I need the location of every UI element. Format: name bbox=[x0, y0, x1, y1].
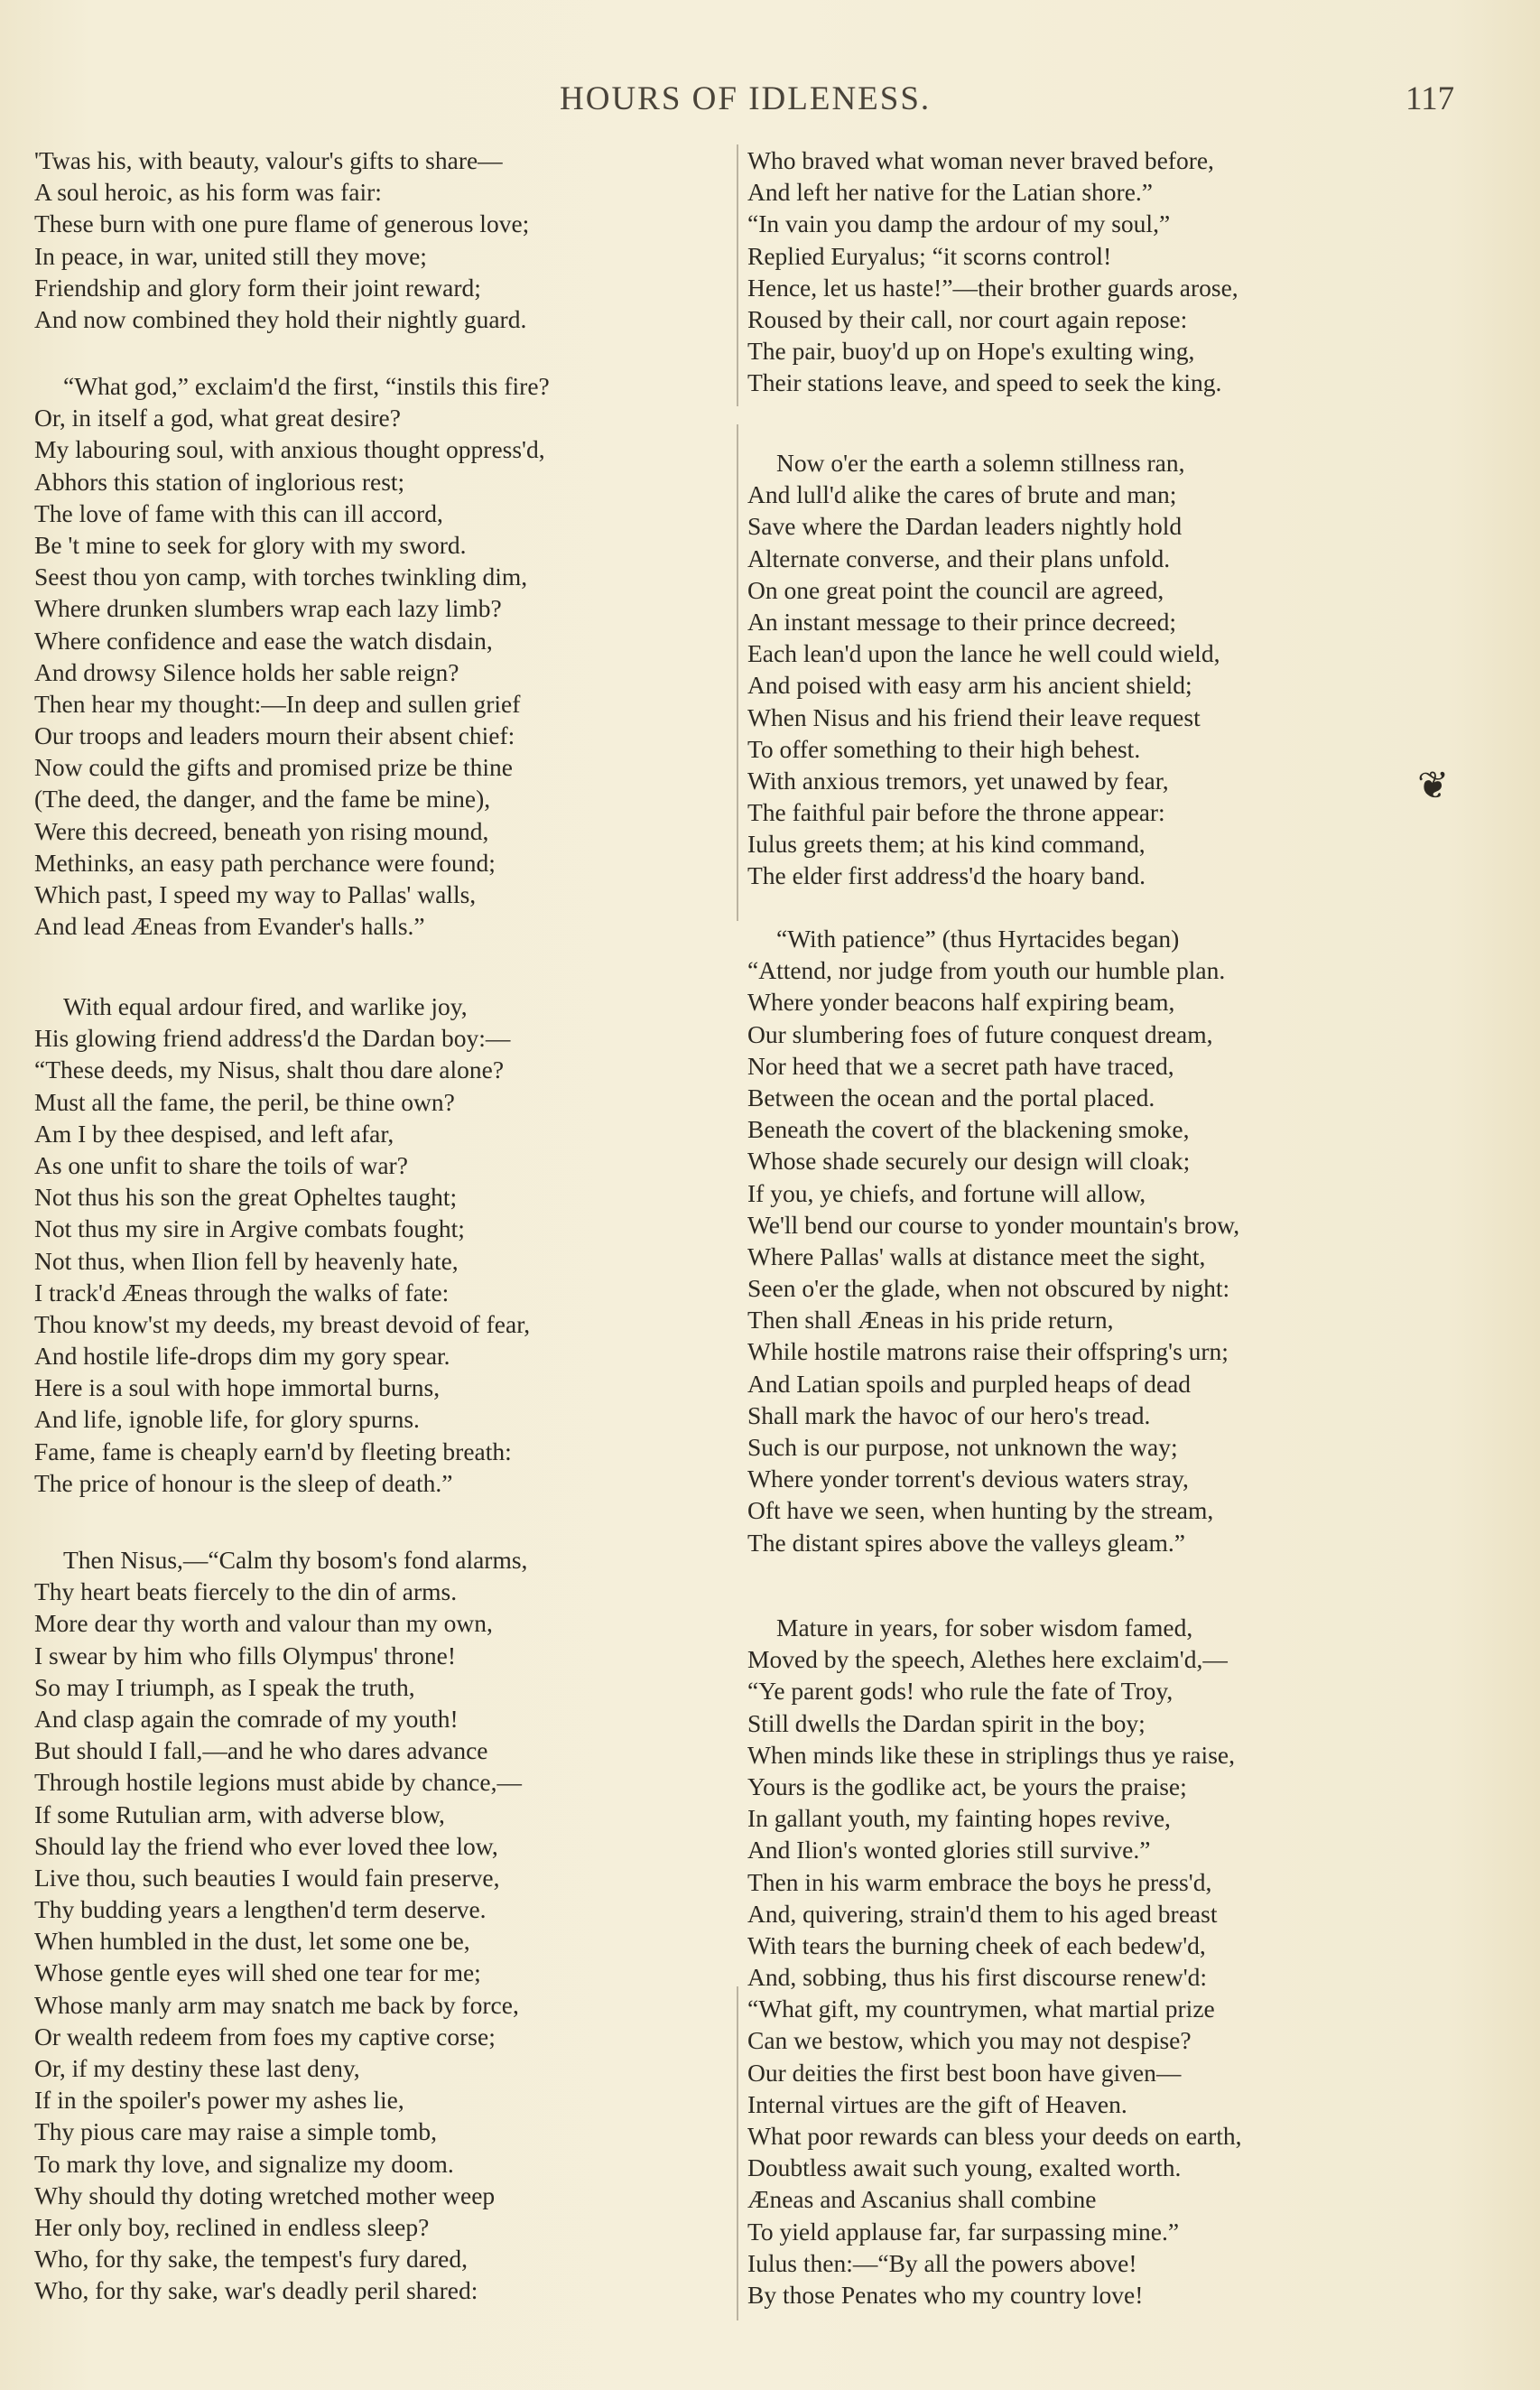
verse-line: Am I by thee despised, and left afar, bbox=[34, 1119, 394, 1148]
verse-line: Her only boy, reclined in endless sleep? bbox=[34, 2212, 430, 2241]
verse-line: Why should thy doting wretched mother weep bbox=[34, 2181, 496, 2209]
verse-line: And life, ignoble life, for glory spurns. bbox=[34, 1405, 420, 1434]
verse-line: We'll bend our course to yonder mountain's brow, bbox=[747, 1210, 1240, 1239]
verse-line: The price of honour is the sleep of death.” bbox=[34, 1468, 453, 1497]
verse-line: Where confidence and ease the watch disdain, bbox=[34, 626, 493, 655]
verse-line: 'Twas his, with beauty, valour's gifts to share— bbox=[34, 146, 503, 174]
verse-line: Whose manly arm may snatch me back by force, bbox=[34, 1990, 519, 2019]
verse-line: And poised with easy arm his ancient shield; bbox=[747, 671, 1192, 700]
verse-line: And Latian spoils and purpled heaps of dead bbox=[747, 1369, 1192, 1398]
stanza bbox=[34, 144, 738, 335]
verse-line: Replied Euryalus; “it scorns control! bbox=[747, 241, 1112, 270]
verse-line: Thy heart beats fiercely to the din of arms. bbox=[34, 1577, 458, 1606]
verse-line: Not thus, when Ilion fell by heavenly hate, bbox=[34, 1246, 459, 1275]
verse-line: Beneath the covert of the blackening smoke, bbox=[747, 1115, 1190, 1144]
stanza bbox=[34, 370, 738, 942]
verse-line: Our troops and leaders mourn their absent chief: bbox=[34, 721, 515, 750]
verse-line: To yield applause far, far surpassing mine.” bbox=[747, 2217, 1180, 2246]
verse-line: Live thou, such beauties I would fain preserve, bbox=[34, 1863, 500, 1892]
verse-line: “With patience” (thus Hyrtacides began) bbox=[776, 925, 1180, 953]
verse-line: And Ilion's wonted glories still survive.” bbox=[747, 1836, 1151, 1865]
verse-line: Methinks, an easy path perchance were found; bbox=[34, 848, 496, 877]
verse-line: Where Pallas' walls at distance meet the sight, bbox=[747, 1241, 1206, 1270]
verse-line: Alternate converse, and their plans unfold. bbox=[747, 544, 1171, 572]
verse-line: Not thus my sire in Argive combats fought; bbox=[34, 1214, 465, 1243]
verse-line: A soul heroic, as his form was fair: bbox=[34, 178, 382, 207]
verse-line: Must all the fame, the peril, be thine own? bbox=[34, 1087, 455, 1116]
verse-line: On one great point the council are agreed, bbox=[747, 575, 1164, 604]
verse-line: Then hear my thought:—In deep and sullen grief bbox=[34, 689, 521, 718]
verse-line: Their stations leave, and speed to seek the king. bbox=[747, 368, 1222, 397]
verse-line: In peace, in war, united still they move; bbox=[34, 241, 427, 270]
verse-line: And lead Æneas from Evander's halls.” bbox=[34, 912, 425, 941]
verse-line: Between the ocean and the portal placed. bbox=[747, 1083, 1155, 1111]
verse-line: What poor rewards can bless your deeds on earth, bbox=[747, 2122, 1242, 2150]
verse-line: “What gift, my countrymen, what martial prize bbox=[747, 1995, 1215, 2023]
verse-line: Where yonder torrent's devious waters stray, bbox=[747, 1465, 1189, 1493]
verse-line: The love of fame with this can ill accord, bbox=[34, 498, 443, 527]
verse-line: Where drunken slumbers wrap each lazy limb? bbox=[34, 594, 502, 623]
verse-line: Internal virtues are the gift of Heaven. bbox=[747, 2089, 1127, 2118]
verse-line: Then in his warm embrace the boys he press'd, bbox=[747, 1867, 1212, 1896]
verse-line: With equal ardour fired, and warlike joy, bbox=[63, 992, 468, 1020]
verse-line: “Ye parent gods! who rule the fate of Troy, bbox=[747, 1677, 1174, 1706]
verse-line: And now combined they hold their nightly guard. bbox=[34, 304, 527, 333]
verse-line: Which past, I speed my way to Pallas' walls, bbox=[34, 880, 477, 908]
verse-line: “What god,” exclaim'd the first, “instils this fire? bbox=[63, 372, 550, 400]
verse-line: The elder first address'd the hoary band. bbox=[747, 861, 1146, 890]
verse-line: And hostile life-drops dim my gory spear. bbox=[34, 1342, 450, 1371]
stanza bbox=[747, 447, 1470, 892]
verse-line: If in the spoiler's power my ashes lie, bbox=[34, 2086, 404, 2115]
verse-line: “Attend, nor judge from youth our humble plan. bbox=[747, 956, 1226, 985]
verse-line: Doubtless await such young, exalted worth. bbox=[747, 2153, 1182, 2182]
verse-line: The pair, buoy'd up on Hope's exulting wing, bbox=[747, 337, 1195, 366]
running-head: HOURS OF IDLENESS. bbox=[560, 80, 932, 117]
verse-line: Be 't mine to seek for glory with my sword. bbox=[34, 530, 467, 559]
verse-line: Mature in years, for sober wisdom famed, bbox=[776, 1613, 1193, 1641]
verse-line: “These deeds, my Nisus, shalt thou dare alone? bbox=[34, 1056, 505, 1084]
verse-line: Now could the gifts and promised prize be thine bbox=[34, 753, 514, 782]
verse-line: Iulus greets them; at his kind command, bbox=[747, 830, 1146, 859]
verse-line: Who braved what woman never braved before, bbox=[747, 146, 1214, 174]
verse-line: I track'd Æneas through the walks of fate: bbox=[34, 1278, 450, 1307]
verse-line: Who, for thy sake, war's deadly peril shared: bbox=[34, 2276, 478, 2305]
verse-line: With anxious tremors, yet unawed by fear, bbox=[747, 766, 1169, 795]
verse-line: Whose gentle eyes will shed one tear for me; bbox=[34, 1958, 481, 1987]
verse-line: Whose shade securely our design will cloak; bbox=[747, 1147, 1191, 1176]
verse-line: Now o'er the earth a solemn stillness ran, bbox=[776, 449, 1185, 477]
verse-line: Seest thou yon camp, with torches twinkling dim, bbox=[34, 563, 528, 591]
verse-line: The faithful pair before the throne appear: bbox=[747, 798, 1165, 827]
verse-line: These burn with one pure flame of generous love; bbox=[34, 209, 530, 238]
verse-line: And clasp again the comrade of my youth! bbox=[34, 1704, 459, 1733]
verse-line: Not thus his son the great Opheltes taught; bbox=[34, 1183, 458, 1212]
stanza bbox=[34, 990, 738, 1499]
verse-line: Fame, fame is cheaply earn'd by fleeting breath: bbox=[34, 1437, 512, 1465]
page-number: 117 bbox=[1405, 80, 1455, 117]
verse-line: Then shall Æneas in his pride return, bbox=[747, 1306, 1114, 1334]
stanza bbox=[747, 144, 1470, 399]
verse-line: And, sobbing, thus his first discourse renew'd: bbox=[747, 1963, 1208, 1992]
verse-line: More dear thy worth and valour than my own, bbox=[34, 1609, 493, 1638]
verse-line: An instant message to their prince decreed; bbox=[747, 607, 1176, 636]
verse-line: And lull'd alike the cares of brute and man; bbox=[747, 480, 1177, 509]
verse-line: And left her native for the Latian shore.” bbox=[747, 178, 1153, 207]
verse-line: Thy budding years a lengthen'd term deserve. bbox=[34, 1895, 487, 1924]
verse-line: So may I triumph, as I speak the truth, bbox=[34, 1672, 415, 1701]
verse-line: Nor heed that we a secret path have traced, bbox=[747, 1051, 1174, 1080]
verse-line: Our deities the first best boon have given— bbox=[747, 2058, 1182, 2087]
stanza bbox=[747, 923, 1470, 1558]
verse-line: (The deed, the danger, and the fame be mine), bbox=[34, 785, 491, 814]
verse-line: When Nisus and his friend their leave request bbox=[747, 702, 1201, 731]
verse-line: If some Rutulian arm, with adverse blow, bbox=[34, 1799, 445, 1828]
verse-line: Æneas and Ascanius shall combine bbox=[747, 2185, 1097, 2214]
verse-line: Who, for thy sake, the tempest's fury dared, bbox=[34, 2245, 468, 2274]
verse-line: Seen o'er the glade, when not obscured by night: bbox=[747, 1274, 1230, 1303]
verse-line: “In vain you damp the ardour of my soul,” bbox=[747, 209, 1171, 238]
verse-line: But should I fall,—and he who dares advance bbox=[34, 1736, 488, 1765]
verse-line: Should lay the friend who ever loved thee low, bbox=[34, 1831, 498, 1860]
verse-line: Roused by their call, nor court again repose: bbox=[747, 304, 1188, 333]
verse-line: To mark thy love, and signalize my doom. bbox=[34, 2149, 454, 2178]
verse-line: Shall mark the havoc of our hero's tread. bbox=[747, 1400, 1151, 1429]
stanza bbox=[747, 1612, 1470, 2311]
verse-line: Through hostile legions must abide by chance,— bbox=[34, 1768, 522, 1797]
verse-line: By those Penates who my country love! bbox=[747, 2280, 1144, 2309]
verse-line: To offer something to their high behest. bbox=[747, 734, 1141, 763]
verse-line: Oft have we seen, when hunting by the stream, bbox=[747, 1496, 1214, 1525]
verse-line: Still dwells the Dardan spirit in the boy; bbox=[747, 1708, 1146, 1737]
verse-line: While hostile matrons raise their offspring's urn; bbox=[747, 1337, 1229, 1366]
verse-line: Friendship and glory form their joint reward; bbox=[34, 273, 481, 302]
verse-line: Thou know'st my deeds, my breast devoid of fear, bbox=[34, 1309, 531, 1338]
verse-line: Or, in itself a god, what great desire? bbox=[34, 404, 401, 432]
verse-line: When humbled in the dust, let some one be, bbox=[34, 1927, 470, 1956]
verse-line: And drowsy Silence holds her sable reign? bbox=[34, 657, 459, 686]
stanza bbox=[34, 1544, 738, 2307]
verse-line: I swear by him who fills Olympus' throne! bbox=[34, 1641, 457, 1669]
printer-ornament-icon: ❦ bbox=[1417, 763, 1450, 807]
verse-line: Hence, let us haste!”—their brother guards arose, bbox=[747, 273, 1238, 302]
verse-line: His glowing friend address'd the Dardan boy:— bbox=[34, 1024, 511, 1053]
verse-line: Were this decreed, beneath yon rising mound, bbox=[34, 816, 489, 845]
verse-line: Iulus then:—“By all the powers above! bbox=[747, 2248, 1137, 2277]
verse-line: Each lean'd upon the lance he well could wield, bbox=[747, 639, 1220, 668]
verse-line: The distant spires above the valleys gleam.” bbox=[747, 1528, 1185, 1557]
verse-line: Our slumbering foes of future conquest dream, bbox=[747, 1019, 1213, 1048]
verse-line: Then Nisus,—“Calm thy bosom's fond alarms, bbox=[63, 1546, 528, 1574]
verse-line: Thy pious care may raise a simple tomb, bbox=[34, 2117, 437, 2146]
verse-line: If you, ye chiefs, and fortune will allow, bbox=[747, 1178, 1146, 1207]
verse-line: And, quivering, strain'd them to his aged breast bbox=[747, 1899, 1218, 1928]
verse-line: As one unfit to share the toils of war? bbox=[34, 1150, 408, 1179]
verse-line: Save where the Dardan leaders nightly hold bbox=[747, 512, 1183, 541]
verse-line: Yours is the godlike act, be yours the praise; bbox=[747, 1772, 1187, 1800]
verse-line: Or wealth redeem from foes my captive corse; bbox=[34, 2022, 496, 2051]
verse-line: Where yonder beacons half expiring beam, bbox=[747, 988, 1175, 1017]
verse-line: With tears the burning cheek of each bedew'd, bbox=[747, 1930, 1206, 1959]
verse-line: Here is a soul with hope immortal burns, bbox=[34, 1373, 441, 1402]
verse-line: Abhors this station of inglorious rest; bbox=[34, 467, 405, 496]
verse-line: Such is our purpose, not unknown the way; bbox=[747, 1433, 1178, 1461]
verse-line: When minds like these in striplings thus ye raise, bbox=[747, 1740, 1235, 1769]
verse-line: Or, if my destiny these last deny, bbox=[34, 2054, 360, 2082]
verse-line: Moved by the speech, Alethes here exclaim'd,— bbox=[747, 1645, 1228, 1674]
verse-line: In gallant youth, my fainting hopes revive, bbox=[747, 1804, 1171, 1833]
verse-line: My labouring soul, with anxious thought oppress'd, bbox=[34, 435, 545, 464]
verse-line: Can we bestow, which you may not despise? bbox=[747, 2026, 1192, 2055]
